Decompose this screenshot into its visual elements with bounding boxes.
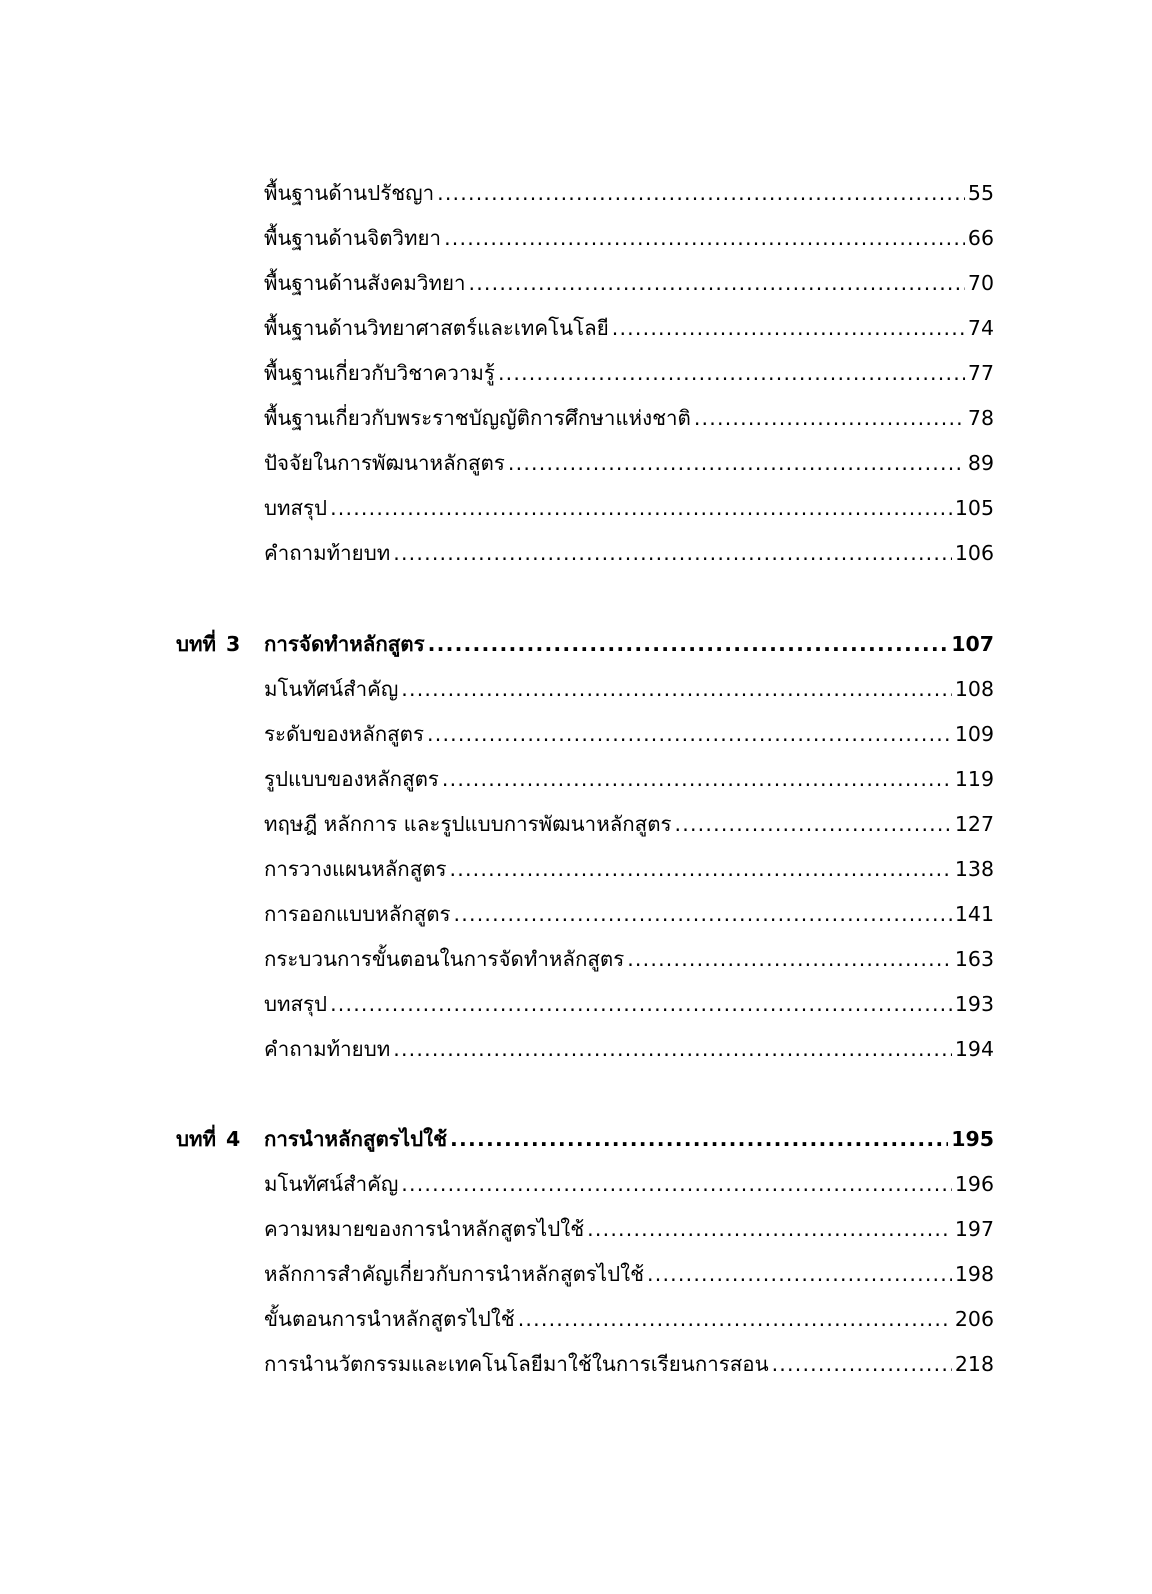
dot-leader (612, 311, 965, 345)
dot-leader (393, 1032, 952, 1066)
dot-leader (330, 491, 952, 525)
toc-entry-title: รูปแบบของหลักสูตร (264, 767, 439, 791)
toc-entry-page: 106 (954, 541, 994, 565)
toc-entry-page: 138 (954, 857, 994, 881)
dot-leader (627, 942, 952, 976)
toc-entry-page: 194 (954, 1037, 994, 1061)
toc-entry-title: คำถามท้ายบท (264, 541, 391, 565)
chapter-page: 195 (951, 1127, 994, 1151)
dot-leader (428, 627, 949, 661)
toc-entry-title: บทสรุป (264, 496, 328, 520)
chapter-3-heading (264, 627, 994, 661)
dot-leader (518, 1302, 952, 1336)
chapter-title: การนำหลักสูตรไปใช้ (264, 1127, 448, 1151)
toc-entry (264, 942, 994, 976)
dot-leader (442, 762, 952, 796)
dot-leader (450, 852, 952, 886)
toc-entry-title: พื้นฐานด้านวิทยาศาสตร์และเทคโนโลยี (264, 316, 609, 340)
toc-entry (264, 221, 994, 255)
dot-leader (498, 356, 965, 390)
toc-entry-page: 66 (967, 226, 994, 250)
toc-entry-page: 109 (954, 722, 994, 746)
chapter-number: 4 (226, 1127, 241, 1151)
dot-leader (587, 1212, 952, 1246)
toc-entry-page: 141 (954, 902, 994, 926)
toc-entry (264, 1257, 994, 1291)
chapter-4-label (176, 1122, 240, 1156)
toc-entry-title: ปัจจัยในการพัฒนาหลักสูตร (264, 451, 505, 475)
toc-entry (264, 762, 994, 796)
toc-entry-page: 77 (967, 361, 994, 385)
toc-entry (264, 1167, 994, 1201)
toc-entry (264, 356, 994, 390)
dot-leader (508, 446, 965, 480)
toc-entry-title: ทฤษฎี หลักการ และรูปแบบการพัฒนาหลักสูตร (264, 812, 672, 836)
toc-entry (264, 176, 994, 210)
toc-entry-page: 218 (954, 1352, 994, 1376)
chapter-word: บทที่ (176, 1127, 217, 1151)
toc-entry (264, 536, 994, 570)
toc-entry (264, 1302, 994, 1336)
dot-leader (647, 1257, 952, 1291)
toc-entry-title: มโนทัศน์สำคัญ (264, 1172, 399, 1196)
dot-leader (772, 1347, 952, 1381)
toc-entry-page: 74 (967, 316, 994, 340)
toc-entry-page: 89 (967, 451, 994, 475)
toc-entry-page: 163 (954, 947, 994, 971)
toc-entry (264, 897, 994, 931)
chapter-4-heading (264, 1122, 994, 1156)
toc-entry-page: 108 (954, 677, 994, 701)
toc-entry-page: 70 (967, 271, 994, 295)
toc-entry (264, 807, 994, 841)
toc-entry (264, 446, 994, 480)
toc-entry (264, 311, 994, 345)
toc-entry-page: 127 (954, 812, 994, 836)
dot-leader (393, 536, 952, 570)
dot-leader (437, 176, 965, 210)
toc-entry-title: พื้นฐานเกี่ยวกับวิชาความรู้ (264, 361, 495, 385)
dot-leader (454, 897, 952, 931)
dot-leader (330, 987, 952, 1021)
dot-leader (450, 1122, 948, 1156)
toc-entry-title: หลักการสำคัญเกี่ยวกับการนำหลักสูตรไปใช้ (264, 1262, 645, 1286)
chapter-word: บทที่ (176, 632, 217, 656)
toc-entry-page: 206 (954, 1307, 994, 1331)
toc-entry (264, 266, 994, 300)
chapter-title: การจัดทำหลักสูตร (264, 632, 425, 656)
toc-entry-title: การนำนวัตกรรมและเทคโนโลยีมาใช้ในการเรียนการสอน (264, 1352, 769, 1376)
toc-entry-title: การวางแผนหลักสูตร (264, 857, 447, 881)
dot-leader (444, 221, 965, 255)
toc-entry-title: ความหมายของการนำหลักสูตรไปใช้ (264, 1217, 585, 1241)
toc-entry-title: ขั้นตอนการนำหลักสูตรไปใช้ (264, 1307, 515, 1331)
toc-entry-title: พื้นฐานด้านสังคมวิทยา (264, 271, 466, 295)
dot-leader (401, 1167, 952, 1201)
toc-entry-title: กระบวนการขั้นตอนในการจัดทำหลักสูตร (264, 947, 625, 971)
toc-entry-page: 193 (954, 992, 994, 1016)
dot-leader (675, 807, 952, 841)
toc-entry-page: 196 (954, 1172, 994, 1196)
toc-entry (264, 1212, 994, 1246)
toc-entry-page: 198 (954, 1262, 994, 1286)
toc-entry (264, 852, 994, 886)
toc-entry (264, 491, 994, 525)
toc-entry (264, 401, 994, 435)
dot-leader (401, 672, 952, 706)
toc-entry-title: ระดับของหลักสูตร (264, 722, 425, 746)
toc-entry-title: พื้นฐานเกี่ยวกับพระราชบัญญัติการศึกษาแห่งชาติ (264, 406, 691, 430)
dot-leader (469, 266, 965, 300)
toc-entry-title: มโนทัศน์สำคัญ (264, 677, 399, 701)
toc-entry-title: พื้นฐานด้านจิตวิทยา (264, 226, 442, 250)
toc-entry-page: 55 (967, 181, 994, 205)
toc-entry-title: คำถามท้ายบท (264, 1037, 391, 1061)
toc-entry (264, 717, 994, 751)
toc-entry (264, 1347, 994, 1381)
toc-entry-title: บทสรุป (264, 992, 328, 1016)
toc-entry-title: พื้นฐานด้านปรัชญา (264, 181, 435, 205)
chapter-page: 107 (951, 632, 994, 656)
toc-entry-title: การออกแบบหลักสูตร (264, 902, 451, 926)
toc-entry-page: 105 (954, 496, 994, 520)
dot-leader (694, 401, 965, 435)
toc-entry-page: 197 (954, 1217, 994, 1241)
dot-leader (427, 717, 952, 751)
toc-entry (264, 1032, 994, 1066)
toc-entry-page: 119 (954, 767, 994, 791)
chapter-number: 3 (226, 632, 241, 656)
chapter-3-label (176, 627, 240, 661)
toc-entry (264, 987, 994, 1021)
toc-entry (264, 672, 994, 706)
toc-entry-page: 78 (967, 406, 994, 430)
